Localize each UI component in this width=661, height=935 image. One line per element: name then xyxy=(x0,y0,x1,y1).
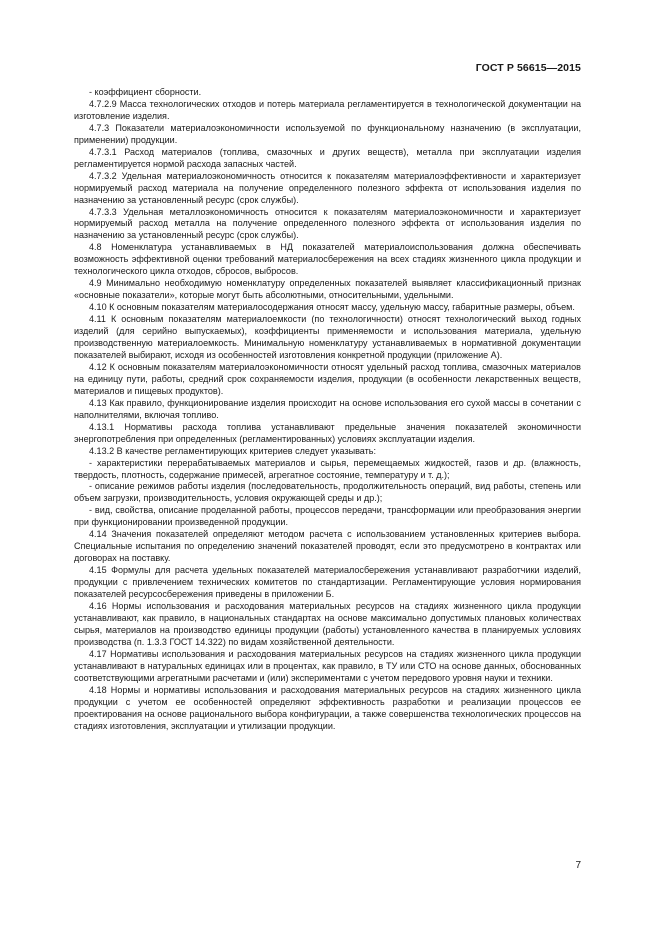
document-code: ГОСТ Р 56615—2015 xyxy=(475,62,581,74)
paragraph: 4.8 Номенклатура устанавливаемых в НД показателей материалоиспользования должна обеспечивать возможность эффективной оценки требований материалосбережения на всех стадиях жизненного цикла продукции и технологического цикла отходов, сбросов, выбросов. xyxy=(74,242,581,277)
document-body xyxy=(74,87,581,732)
paragraph: 4.16 Нормы использования и расходования материальных ресурсов на стадиях жизненного цикла продукции устанавливают, как правило, в национальных стандартах на основе максимально допустимых плановых количествах сырья, материалов на производство единицы продукции (работы) установленного качества в планируемых условиях производства (п. 1.3.3 ГОСТ 14.322) по видам хозяйственной деятельности. xyxy=(74,600,581,647)
paragraph: 4.18 Нормы и нормативы использования и расходования материальных ресурсов на стадиях жизненного цикла продукции с учетом ее особенностей определяют эффективность разработки и реализации процессов ее проектирования на основе рационального выбора конфигурации, а также совершенства технологических процессов на стадиях изготовления, эксплуатации и утилизации продукции. xyxy=(74,684,581,731)
paragraph: - коэффициент сборности. xyxy=(89,87,202,97)
paragraph: - описание режимов работы изделия (последовательность, продолжительность операций, вид работы, степень или объем загрузки, производительность, условия окружающей среды и др.); xyxy=(74,481,581,504)
paragraph: 4.12 К основным показателям материалоэкономичности относят удельный расход топлива, смазочных материалов на единицу пути, работы, средний срок сохраняемости изделия, продукции (в особенности лекарственных веществ, материалов и пищевых продуктов). xyxy=(74,361,581,396)
page-number: 7 xyxy=(575,860,581,871)
paragraph: 4.13.2 В качестве регламентирующих критериев следует указывать: xyxy=(89,445,376,456)
paragraph: 4.7.3 Показатели материалоэкономичности используемой по функциональному назначению (в эксплуатации, применении) продукции. xyxy=(74,122,581,145)
paragraph: 4.13.1 Нормативы расхода топлива устанавливают предельные значения показателей экономичности энергопотребления при определенных (регламентированных) условиях эксплуатации изделия. xyxy=(74,421,581,444)
paragraph: - характеристики перерабатываемых материалов и сырья, перемещаемых жидкостей, газов и др. (влажность, твердость, плотность, содержание примесей, агрегатное состояние, температуру и т. д.); xyxy=(74,457,581,480)
paragraph: 4.17 Нормативы использования и расходования материальных ресурсов на стадиях жизненного цикла продукции устанавливают в натуральных единицах или в процентах, как правило, в ТУ или СТО на основе данных, обоснованных соответствующими агрегатными расчетами и (или) экспериментами с учетом передового уровня науки и техники. xyxy=(74,648,581,683)
paragraph: 4.10 К основным показателям материалосодержания относят массу, удельную массу, габаритные размеры, объем. xyxy=(89,302,575,313)
paragraph: 4.7.3.2 Удельная материалоэкономичность относится к показателям материалоэффективности и характеризует нормируемый расход материала на получение определенного полезного эффекта от использования изделия по назначению за установленный ресурс (срок службы). xyxy=(74,170,581,205)
paragraph: 4.7.3.1 Расход материалов (топлива, смазочных и других веществ), металла при эксплуатации изделия регламентируется нормой расхода запасных частей. xyxy=(74,146,581,169)
paragraph: 4.14 Значения показателей определяют методом расчета с использованием установленных критериев выбора. Специальные испытания по определению значений показателей проводят, если это предусмотрено в контрактах или договорах на поставку. xyxy=(74,529,581,564)
paragraph: 4.15 Формулы для расчета удельных показателей материалосбережения устанавливают разработчики изделий, продукции с привлечением технических комитетов по стандартизации. Регламентирующие условия нормирования показателей ресурсосбережения приведены в приложении Б. xyxy=(74,565,581,600)
paragraph: 4.11 К основным показателям материалоемкости (по технологичности) относят технологический выход годных изделий (для серийно выпускаемых), коэффициенты применяемости и использования материала, удельную производственную материалоемкость. Минимальную номенклатуру устанавливаемых в нормативной документации показателей выбирают, исходя из особенностей изготовления конкретной продукции (приложение А). xyxy=(74,314,581,360)
paragraph: 4.9 Минимально необходимую номенклатуру определенных показателей выявляет классификационный признак «основные показатели», которые могут быть абсолютными, относительными, удельными. xyxy=(74,278,581,301)
paragraph: 4.7.3.3 Удельная металлоэкономичность относится к показателям материалоэкономичности и характеризует нормируемый расход металла на получение определенного полезного эффекта от использования изделия по назначению за установленный ресурс (срок службы). xyxy=(74,206,581,241)
paragraph: 4.7.2.9 Масса технологических отходов и потерь материала регламентируется в технологической документации на изготовление изделия. xyxy=(74,98,581,121)
paragraph: - вид, свойства, описание проделанной работы, процессов передачи, трансформации или преобразования энергии при функционировании произведенной продукции. xyxy=(74,505,581,528)
paragraph: 4.13 Как правило, функционирование изделия происходит на основе использования его сухой массы в сочетании с наполнителями, включая топливо. xyxy=(74,397,581,420)
